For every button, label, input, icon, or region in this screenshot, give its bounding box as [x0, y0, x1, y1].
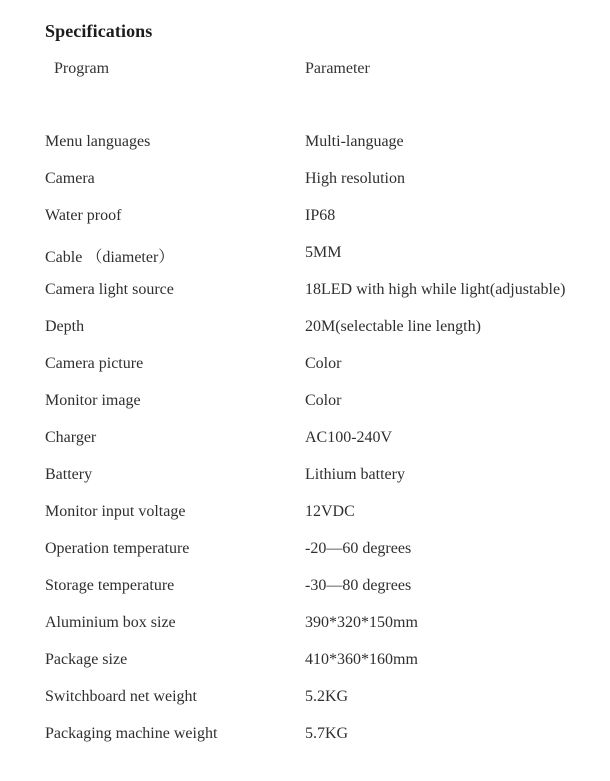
row-parameter: High resolution	[305, 170, 405, 187]
table-row	[0, 503, 610, 540]
row-parameter: IP68	[305, 207, 336, 224]
row-program: Operation temperature	[45, 540, 190, 557]
table-row	[0, 207, 610, 244]
row-parameter: Color	[305, 392, 342, 409]
table-row	[0, 133, 610, 170]
table-row	[0, 614, 610, 651]
table-row	[0, 688, 610, 725]
table-row	[0, 281, 610, 318]
row-program: Package size	[45, 651, 128, 668]
row-parameter: 5.2KG	[305, 688, 349, 705]
column-header-program: Program	[54, 60, 110, 77]
table-header	[0, 60, 610, 82]
specifications-table	[0, 133, 610, 762]
row-parameter: AC100-240V	[305, 429, 393, 446]
table-row	[0, 466, 610, 503]
row-parameter: 12VDC	[305, 503, 355, 520]
page-title: Specifications	[45, 21, 153, 41]
row-program: Charger	[45, 429, 97, 446]
column-header-parameter: Parameter	[305, 60, 370, 77]
table-row	[0, 244, 610, 281]
table-row	[0, 651, 610, 688]
row-parameter: -20—60 degrees	[305, 540, 412, 557]
table-row	[0, 318, 610, 355]
row-program: Menu languages	[45, 133, 151, 150]
row-program: Aluminium box size	[45, 614, 176, 631]
row-parameter: 390*320*150mm	[305, 614, 418, 631]
row-parameter: 410*360*160mm	[305, 651, 418, 668]
table-row	[0, 392, 610, 429]
row-parameter: 5MM	[305, 244, 342, 261]
row-program: Monitor image	[45, 392, 141, 409]
row-parameter: 20M(selectable line length)	[305, 318, 481, 335]
table-row	[0, 429, 610, 466]
row-program: Battery	[45, 466, 93, 483]
row-program: Camera	[45, 170, 95, 187]
row-parameter: Color	[305, 355, 342, 372]
table-row	[0, 725, 610, 762]
row-parameter: Multi-language	[305, 133, 404, 150]
row-program: Switchboard net weight	[45, 688, 197, 705]
row-program: Packaging machine weight	[45, 725, 218, 742]
row-program: Water proof	[45, 207, 122, 224]
row-parameter: -30—80 degrees	[305, 577, 412, 594]
table-row	[0, 355, 610, 392]
row-program: Storage temperature	[45, 577, 175, 594]
row-parameter: Lithium battery	[305, 466, 405, 483]
row-program: Monitor input voltage	[45, 503, 186, 520]
row-program: Cable （diameter）	[45, 249, 175, 266]
row-program: Camera picture	[45, 355, 144, 372]
table-row	[0, 577, 610, 614]
row-parameter: 18LED with high while light(adjustable)	[305, 281, 566, 298]
row-parameter: 5.7KG	[305, 725, 349, 742]
row-program: Depth	[45, 318, 85, 335]
table-row	[0, 170, 610, 207]
table-row	[0, 540, 610, 577]
row-program: Camera light source	[45, 281, 174, 298]
